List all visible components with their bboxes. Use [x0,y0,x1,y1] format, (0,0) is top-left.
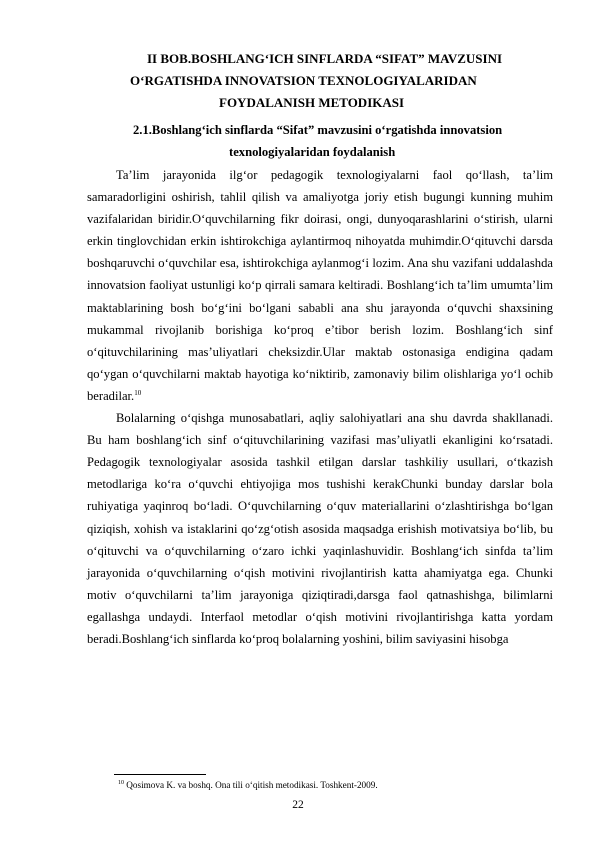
footnote-reference[interactable]: 10 [134,388,142,397]
footnote-separator [114,774,206,775]
chapter-title-line-2: O‘RGATISHDA INNOVATSION TEXNOLOGIYALARIDAN [130,73,477,88]
page-number: 22 [292,799,304,811]
paragraph-2 [87,407,553,650]
chapter-title-line-3: FOYDALANISH METODIKASI [219,95,405,110]
section-title-line-2: texnologiyalaridan foydalanish [229,145,396,159]
body-text [87,164,553,650]
paragraph-2-text: Bolalarning o‘qishga munosabatlari, aqliy salohiyatlari ana shu davrda shakllanadi. Bu ham boshlang‘ich sinf o‘qituvchilarining vazifasi mas’uliyatli ekanligini ko‘rsatadi. Pedagogik texnologiyalar asosida tashkil etilgan darslar tashkiliy usullari, o‘tkazish metodlariga ko‘ra o‘quvchi ehtiyojiga mos tushishi kerakChunki bunday darslar bola ruhiyatiga yaqinroq bo‘ladi. O‘quvchilarning o‘quv materiallarini o‘zlashtirishga bo‘lgan qiziqish, xohish va istaklarini qo‘zg‘otish asosida maqsadga erishish motivatsiya bo‘lib, bu o‘qituvchi va o‘quvchilarning o‘zaro ichki yaqinlashuvidir. Boshlang‘ich sinfda ta’lim jarayonida o‘quvchilarning o‘qish motivini rivojlantirish katta ahamiyatga ega. Chunki motiv o‘quvchilarni ta’lim jarayoniga qiziqtiradi,darsga faol qatnashishga, bilimlarni egallashga undaydi. Interfaol metodlar o‘qish motivini rivojlantirishga katta yordam beradi.Boshlang‘ich sinflarda ko‘proq bolalarning yoshini, bilim saviyasini hisobga [87,411,553,646]
section-title-line-1: 2.1.Boshlang‘ich sinflarda “Sifat” mavzusini o‘rgatishda innovatsion [133,123,503,137]
footnote-text: Qosimova K. va boshq. Ona tili o‘qitish metodikasi. Toshkent-2009. [126,780,378,790]
chapter-title-line-1: II BOB.BOSHLANG‘ICH SINFLARDA “SIFAT” MAVZUSINI [147,51,503,66]
paragraph-1 [87,164,553,407]
footnote-number: 10 [118,779,124,786]
footnote [118,779,378,791]
paragraph-1-text: Ta’lim jarayonida ilg‘or pedagogik texnologiyalarni faol qo‘llash, ta’lim samaradorligini oshirish, tahlil qilish va amaliyotga joriy etish bugungi kunning muhim vazifalaridan biridir.O‘quvchilarning fikr doirasi, ongi, dunyoqarashlarini o‘stirish, ularni erkin tinglovchidan erkin ishtirokchiga aylantirmoq nihoyatda muhimdir.O‘qituvchi darsda boshqaruvchi o‘quvchilar esa, ishtirokchiga aylanmog‘i lozim. Ana shu vazifani uddalashda innovatsion faoliyat ustunligi ko‘p qirrali samara keltiradi. Boshlang‘ich ta’lim umumta’lim maktablarining bosh bo‘g‘ini bo‘lgani sababli ana shu jarayonda o‘quvchi shaxsining mukammal rivojlanib borishiga ko‘proq e’tibor berish lozim. Boshlang‘ich sinf o‘qituvchilarining mas’uliyatlari cheksizdir.Ular maktab ostonasiga endigina qadam qo‘ygan o‘quvchilarni maktab hayotiga ko‘niktirib, zamonaviy bilim olishlariga yo‘l ochib beradilar. [87,168,553,403]
